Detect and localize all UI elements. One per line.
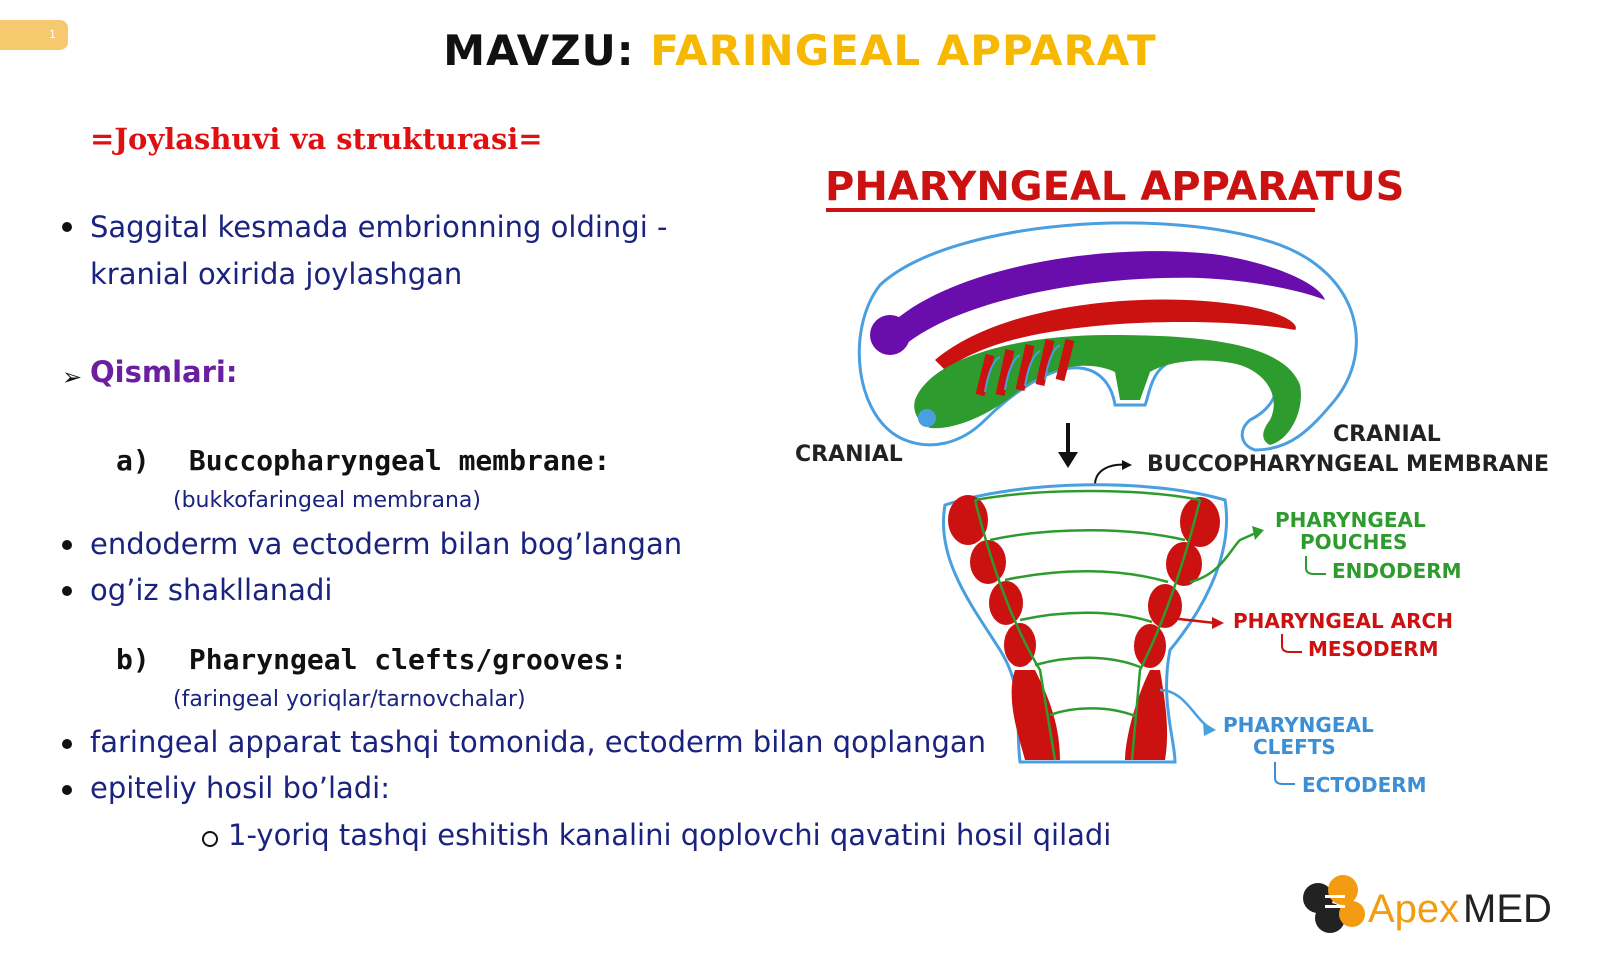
title-prefix: MAVZU:	[443, 26, 635, 75]
parts-heading: Qismlari:	[90, 355, 238, 389]
label-membrane: BUCCOPHARYNGEAL MEMBRANE	[1147, 452, 1550, 477]
arrowhead-bullet-icon: ➢	[62, 363, 83, 391]
part-a-title: Buccopharyngeal membrane:	[188, 444, 611, 477]
logo-brand-b: MED	[1463, 887, 1552, 931]
stomodeum-dot	[918, 409, 936, 427]
endoderm-hook-icon	[1306, 556, 1326, 574]
label-clefts-2: CLEFTS	[1253, 735, 1336, 759]
part-a-label: a)	[116, 444, 150, 477]
pouches-pointer-head-icon	[1252, 526, 1264, 540]
label-endoderm: ENDODERM	[1332, 559, 1462, 583]
down-arrow-head-icon	[1058, 452, 1078, 468]
label-pouches-2: POUCHES	[1300, 530, 1408, 554]
label-ectoderm: ECTODERM	[1302, 773, 1427, 797]
part-a-note: (bukkofaringeal membrana)	[173, 488, 481, 513]
apexmed-logo-icon	[1303, 875, 1365, 933]
forebrain-bulb	[870, 315, 910, 355]
part-a-bullet-2: og’iz shakllanadi	[90, 573, 333, 607]
part-b-bullet-1: faringeal apparat tashqi tomonida, ectoderm bilan qoplangan	[90, 725, 986, 759]
clefts-pointer-head-icon	[1203, 722, 1216, 736]
part-b-title: Pharyngeal clefts/grooves:	[188, 643, 628, 676]
part-b-sub-bullet: 1-yoriq tashqi eshitish kanalini qoplovchi qavatini hosil qiladi	[228, 818, 1112, 852]
diagram-title: PHARYNGEAL APPARATUS	[825, 164, 1405, 210]
label-cranial-right: CRANIAL	[1333, 422, 1441, 447]
label-clefts-1: PHARYNGEAL	[1223, 713, 1374, 737]
label-mesoderm: MESODERM	[1308, 637, 1439, 661]
mesoderm-hook-icon	[1282, 634, 1302, 652]
title-topic: FARINGEAL APPARAT	[650, 26, 1157, 75]
membrane-pointer-head-icon	[1122, 460, 1132, 470]
part-a-bullet-1: endoderm va ectoderm bilan bog’langan	[90, 527, 683, 561]
ectoderm-hook-icon	[1275, 762, 1295, 784]
label-cranial-left: CRANIAL	[795, 442, 903, 467]
section-heading: =Joylashuvi va strukturasi=	[90, 122, 543, 156]
slide-number-badge: 1	[0, 20, 68, 50]
part-b-bullet-2: epiteliy hosil bo’ladi:	[90, 771, 391, 805]
part-b-label: b)	[116, 643, 150, 676]
label-arch: PHARYNGEAL ARCH	[1233, 609, 1453, 633]
logo-brand-a: Apex	[1368, 887, 1460, 931]
part-b-note: (faringeal yoriqlar/tarnovchalar)	[173, 687, 526, 712]
intro-line-1: Saggital kesmada embrionning oldingi -	[90, 210, 668, 244]
arch-pointer-head-icon	[1212, 617, 1224, 629]
label-pouches-1: PHARYNGEAL	[1275, 508, 1426, 532]
intro-line-2: kranial oxirida joylashgan	[90, 257, 463, 291]
